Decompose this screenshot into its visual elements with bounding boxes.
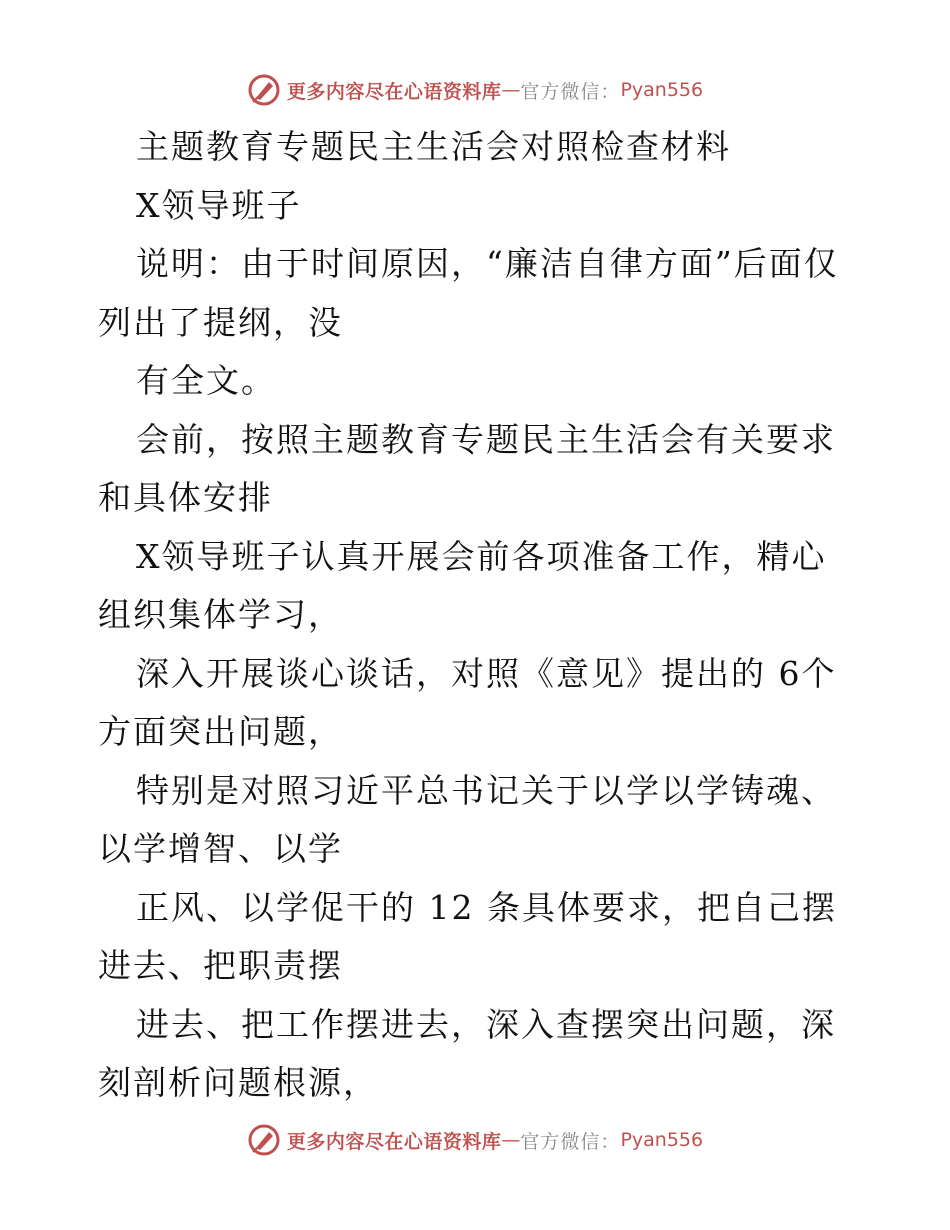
document-paragraph: 进去、把工作摆进去，深入查摆突出问题，深刻剖析问题根源， bbox=[98, 1004, 836, 1102]
banner-main-text: 更多内容尽在心语资料库 bbox=[286, 80, 502, 103]
document-paragraph: 会前，按照主题教育专题民主生活会有关要求和具体安排 bbox=[98, 419, 836, 517]
banner-dash: — bbox=[501, 79, 521, 101]
quill-pen-logo-icon bbox=[247, 1123, 281, 1157]
document-title: 主题教育专题民主生活会对照检查材料 bbox=[136, 127, 731, 166]
banner-main-text: 更多内容尽在心语资料库 bbox=[286, 1130, 502, 1153]
document-paragraph: 正风、以学促干的 12 条具体要求，把自己摆进去、把职责摆 bbox=[98, 887, 837, 985]
quill-pen-logo-icon bbox=[247, 73, 281, 107]
document-paragraph: 特别是对照习近平总书记关于以学以学铸魂、以学增智、以学 bbox=[98, 770, 836, 868]
footer-banner bbox=[0, 1120, 950, 1160]
document-paragraph: 有全文。 bbox=[136, 361, 276, 400]
banner-dash: — bbox=[501, 1129, 521, 1151]
banner-wechat-id: Pyan556 bbox=[620, 79, 704, 101]
banner-wechat-id: Pyan556 bbox=[620, 1129, 704, 1151]
document-subtitle: X领导班子 bbox=[136, 185, 302, 225]
document-body bbox=[98, 118, 858, 1113]
document-paragraph: X领导班子认真开展会前各项准备工作，精心组织集体学习， bbox=[98, 536, 827, 634]
document-paragraph: 说明：由于时间原因，“廉洁自律方面”后面仅列出了提纲，没 bbox=[98, 244, 839, 342]
header-banner bbox=[0, 70, 950, 110]
banner-wechat-label: 官方微信： bbox=[520, 80, 621, 103]
document-paragraph: 深入开展谈心谈话，对照《意见》提出的 6个方面突出问题， bbox=[98, 653, 837, 751]
banner-wechat-label: 官方微信： bbox=[520, 1130, 621, 1153]
